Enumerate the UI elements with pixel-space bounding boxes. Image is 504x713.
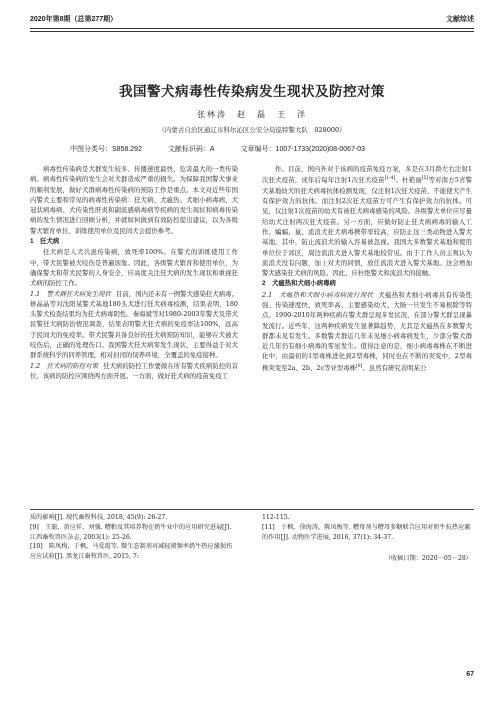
reference-item: 质的影响[J]. 现代畜牧科技, 2018, 45(9): 26-27. [30,514,168,521]
page-number: 67 [466,671,474,678]
subsection-paragraph [262,290,472,374]
received-date: （收稿日期：2020－05－28） [384,555,472,563]
references-rule [30,509,474,510]
subsection-paragraph [30,361,238,382]
clc-number: 中图分类号：S858.292 [70,146,142,153]
subsection-paragraph [30,289,238,361]
body-paragraph: 狂犬病是人犬共患传染病，致死率100%。在警犬的训练使用工作中，带犬民警被犬咬伤是普遍现象。因此，各级警犬繁育和使用单位，为确保警犬和带犬民警的人身安全，应高度关注狂犬病的发生现状和重视狂犬病的防控工作。 [30,248,238,288]
running-header [30,14,474,28]
article-title: 我国警犬病毒性传染病发生现状及防控对策 [119,84,385,99]
subsection-heading: 2.1 犬瘟热和犬细小病毒病流行现状 [262,290,374,299]
paragraph-text: 目前，国内还未有一例警犬感染狂犬病毒。修晶晶等对沈阳某警犬基地180头犬进行狂犬病毒检测，结果表明，180头警犬检查结果均为狂犬病毒阴性。秦海斌等对1980-2003年警犬及带犬民警狂犬病防治情况调查，结果表明警犬狂犬病的免疫率达100%，远高于民间犬的免疫率。带犬民警具备良好的狂犬病预防知识，能够在犬被犬咬伤后，正确的处理伤口。我国警犬狂犬病零发生现状，主要得益于对犬群系统科学的同养管理，相对封闭的饲养环境，全覆盖的免疫接种。 [30,289,238,360]
reference-item: [9] 王聪，黄应祥，刘强. 糟粕及其培养物在奶牛业中的应用研究进展[J]. 江西畜牧兽医杂志, 2003(1): 25-26. [30,523,232,541]
subsection-heading: 1.2 狂犬病的防控对策 [30,361,99,370]
references-right [262,513,472,564]
body-paragraph: 病毒性传染病是犬群发生较多、传播速度最快、危害最大的一类传染病。病毒性传染病的发生会对犬群造成严重的损失。为保障我国警犬事业的顺利发展，做好犬群病毒性传染病的预防工作是重点。本文对近些年国内警犬主要和常见的病毒性传染病：狂犬病、犬瘟热、犬细小病毒病、犬冠状病毒病、犬传染性肝炎和副流感病毒病等疾病的发生现状和病毒传染病的发生情况进行回顾分析，并就如何做到有效防控提出建议，以为各级警犬繁育单位、训练使用单位及民间犬会提供参考。 [30,165,238,235]
section-name: 文献综述 [446,16,474,23]
paragraph-text: 狂犬病的防控工作要做在所有警犬疾病防控的首位。该病的防控应围绕两方面开展。一方面，做好狂犬病的疫苗免疫工 [30,361,239,380]
article-number: 文章编号：1007-1733(2020)08-0067-03 [240,146,366,153]
header-rule-thin [30,31,474,32]
reference-item: [11] 于枫，徐海涛，陈凤梅等. 糟母剂与糟母多糖联合应用对奶牛抗热应激的作用[J]. 动物医学进展, 2016, 37(1): 34-37. [262,523,471,541]
doc-code: 文献标识码：A [167,146,215,153]
reference-item: 112-115. [262,514,290,521]
journal-issue: 2020年第8期（总第277期） [30,16,118,23]
references-left [30,513,238,562]
header-rule [30,28,474,29]
body-right-column [262,164,472,373]
subsection-heading: 1.1 警犬群狂犬病发生现状 [30,289,111,298]
paragraph-text: 犬瘟热和犬细小病毒具有传染性强、传染速度快、致死率高、主要感染幼犬、大肠一旦发生不易根除等特点。1990-2010年两种疾病在警犬群呈现多发状况，在部分警犬群呈现暴发流行。近些年，这两种疾病发生显著降趋势，尤其是犬瘟热在多数警犬群都未见有发生。多数警犬群近几年未见细小病毒病发生，少部分警犬群近几年仍有细小病毒的零星发生。值得注意的是，细小病毒毒株在不断进化中，由最初的1型毒株进化到2型毒株，同时也在不断的突变中，2型毒株突变至2a、2b、2c等亚型毒株[6]。虽然有研究表明某公 [262,290,472,372]
authors: 张林涛 赵 磊 王 洋 [197,110,307,119]
body-paragraph: 作。目前，国内外对于该病的疫苗免疫方案，多是在3月龄左右注射1次狂犬疫苗，成年后每年注射1次狂犬疫苗[1-4]。杜艳丽[5]等对南方5省警犬基地幼犬的狂犬病毒抗体检测发现，仅注射1次狂犬疫苗，不能使犬产生有保护效力的抗体。而注射2次狂犬疫苗方可产生有保护效力的抗体。可见，仅注射1次疫苗的幼犬有被狂犬病毒感染的风险。各级警犬单位应尽量给幼犬注射两次狂犬疫苗。另一方面，应做好防止狂犬病病毒的输入工作。蝙蝠、鼠、流浪犬狂犬病毒携带率较高，应防止这三类动物进入警犬基地。其中，防止流浪犬的输入容易被忽视。我国大多数警犬基地和使用单位位于郊区，周边流浪犬进入警犬基地较常见。由于工作人员主观认为流浪犬没有问题，加上对犬的同情，放任流浪犬进入警犬基地。这会增加警犬感染狂犬病的风险。因此，应杜绝警犬和流浪犬的接触。 [262,165,472,278]
reference-item: [10] 陈凤梅，于枫，马爱霞等. 微生态制剂对减轻猪频率奶牛热应激损伤应应试验[J]. 黑龙江畜牧兽医, 2015, 7: [30,543,233,561]
section-heading: 2 犬瘟热和犬细小病毒病 [262,280,336,288]
affiliation: （内蒙古自治区通辽市科尔沁区公安分局巡特警大队 028000） [158,126,346,134]
section-heading: 1 狂犬病 [30,238,60,246]
classification-line [70,144,464,154]
body-left-column [30,164,238,381]
